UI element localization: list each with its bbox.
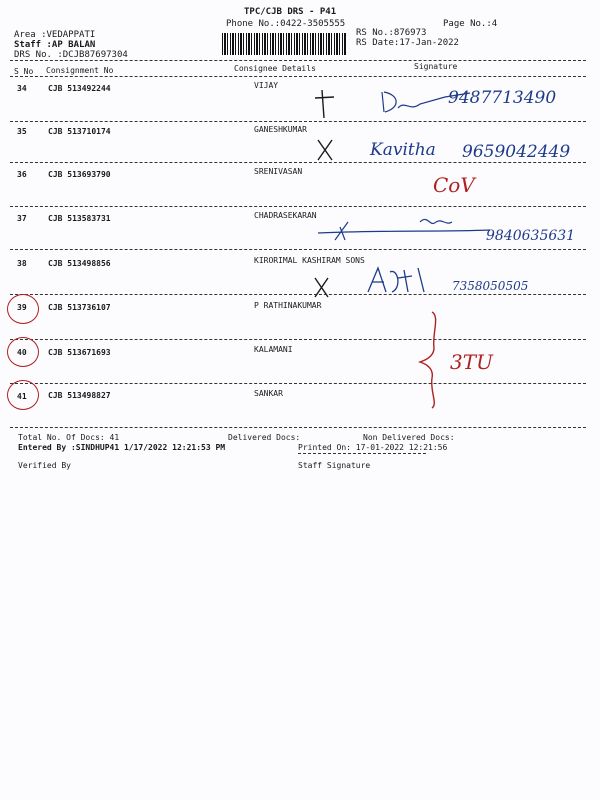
area-label: Area :VEDAPPATI xyxy=(14,30,96,40)
row-consignee: SANKAR xyxy=(254,389,283,398)
row-consignment: CJB 513736107 xyxy=(48,303,111,312)
row-consignment: CJB 513492244 xyxy=(48,84,111,93)
handwritten-phone: 9840635631 xyxy=(486,228,576,244)
handwritten-mark: CoV xyxy=(433,173,475,197)
row-consignee: KIRORIMAL KASHIRAM SONS xyxy=(254,256,365,265)
staff-label: Staff :AP BALAN xyxy=(14,40,96,50)
row-sno: 39 xyxy=(17,303,27,312)
handwritten-phone: 7358050505 xyxy=(452,279,529,293)
handwritten-phone: 9659042449 xyxy=(462,142,571,162)
row-sno: 38 xyxy=(17,259,27,268)
column-header-sno: S No xyxy=(14,67,34,76)
row-sno: 34 xyxy=(17,84,27,93)
row-consignment: CJB 513671693 xyxy=(48,348,111,357)
handwritten-mark: 3TU xyxy=(450,350,493,374)
staff-signature: Staff Signature xyxy=(298,461,371,470)
drs-number: DRS No. :DCJB87697304 xyxy=(14,50,128,60)
handwritten-phone: 9487713490 xyxy=(448,88,557,108)
column-header-consignment: Consignment No xyxy=(46,66,114,75)
report-title: TPC/CJB DRS - P41 xyxy=(244,7,337,17)
row-consignee: KALAMANI xyxy=(254,345,293,354)
row-sno: 36 xyxy=(17,170,27,179)
row-sno: 40 xyxy=(17,348,27,357)
phone-number: Phone No.:0422-3505555 xyxy=(226,19,346,29)
row-consignee: GANESHKUMAR xyxy=(254,125,307,134)
non-delivered-docs: Non Delivered Docs: xyxy=(363,433,455,442)
row-consignment: CJB 513498827 xyxy=(48,391,111,400)
row-consignee: SRENIVASAN xyxy=(254,167,303,176)
delivered-docs: Delivered Docs: xyxy=(228,433,301,442)
printed-on: Printed On: 17-01-2022 12:21:56 xyxy=(298,443,448,452)
row-consignee: P RATHINAKUMAR xyxy=(254,301,322,310)
page-number: Page No.:4 xyxy=(443,19,498,29)
rs-number: RS No.:876973 xyxy=(356,28,427,38)
rs-date: RS Date:17-Jan-2022 xyxy=(356,38,459,48)
row-consignee: CHADRASEKARAN xyxy=(254,211,317,220)
row-consignment: CJB 513693790 xyxy=(48,170,111,179)
handwritten-name: Kavitha xyxy=(370,140,436,160)
verified-by: Verified By xyxy=(18,461,71,470)
entered-by: Entered By :SINDHUP41 1/17/2022 12:21:53 PM xyxy=(18,443,226,452)
column-header-consignee: Consignee Details xyxy=(234,64,316,73)
column-header-signature: Signature xyxy=(414,62,458,71)
row-consignment: CJB 513710174 xyxy=(48,127,111,136)
row-consignment: CJB 513583731 xyxy=(48,214,111,223)
row-sno: 41 xyxy=(17,392,27,401)
row-consignment: CJB 513498856 xyxy=(48,259,111,268)
row-consignee: VIJAY xyxy=(254,81,279,90)
total-docs: Total No. Of Docs: 41 xyxy=(18,433,120,442)
row-sno: 35 xyxy=(17,127,27,136)
divider xyxy=(298,453,426,454)
row-sno: 37 xyxy=(17,214,27,223)
